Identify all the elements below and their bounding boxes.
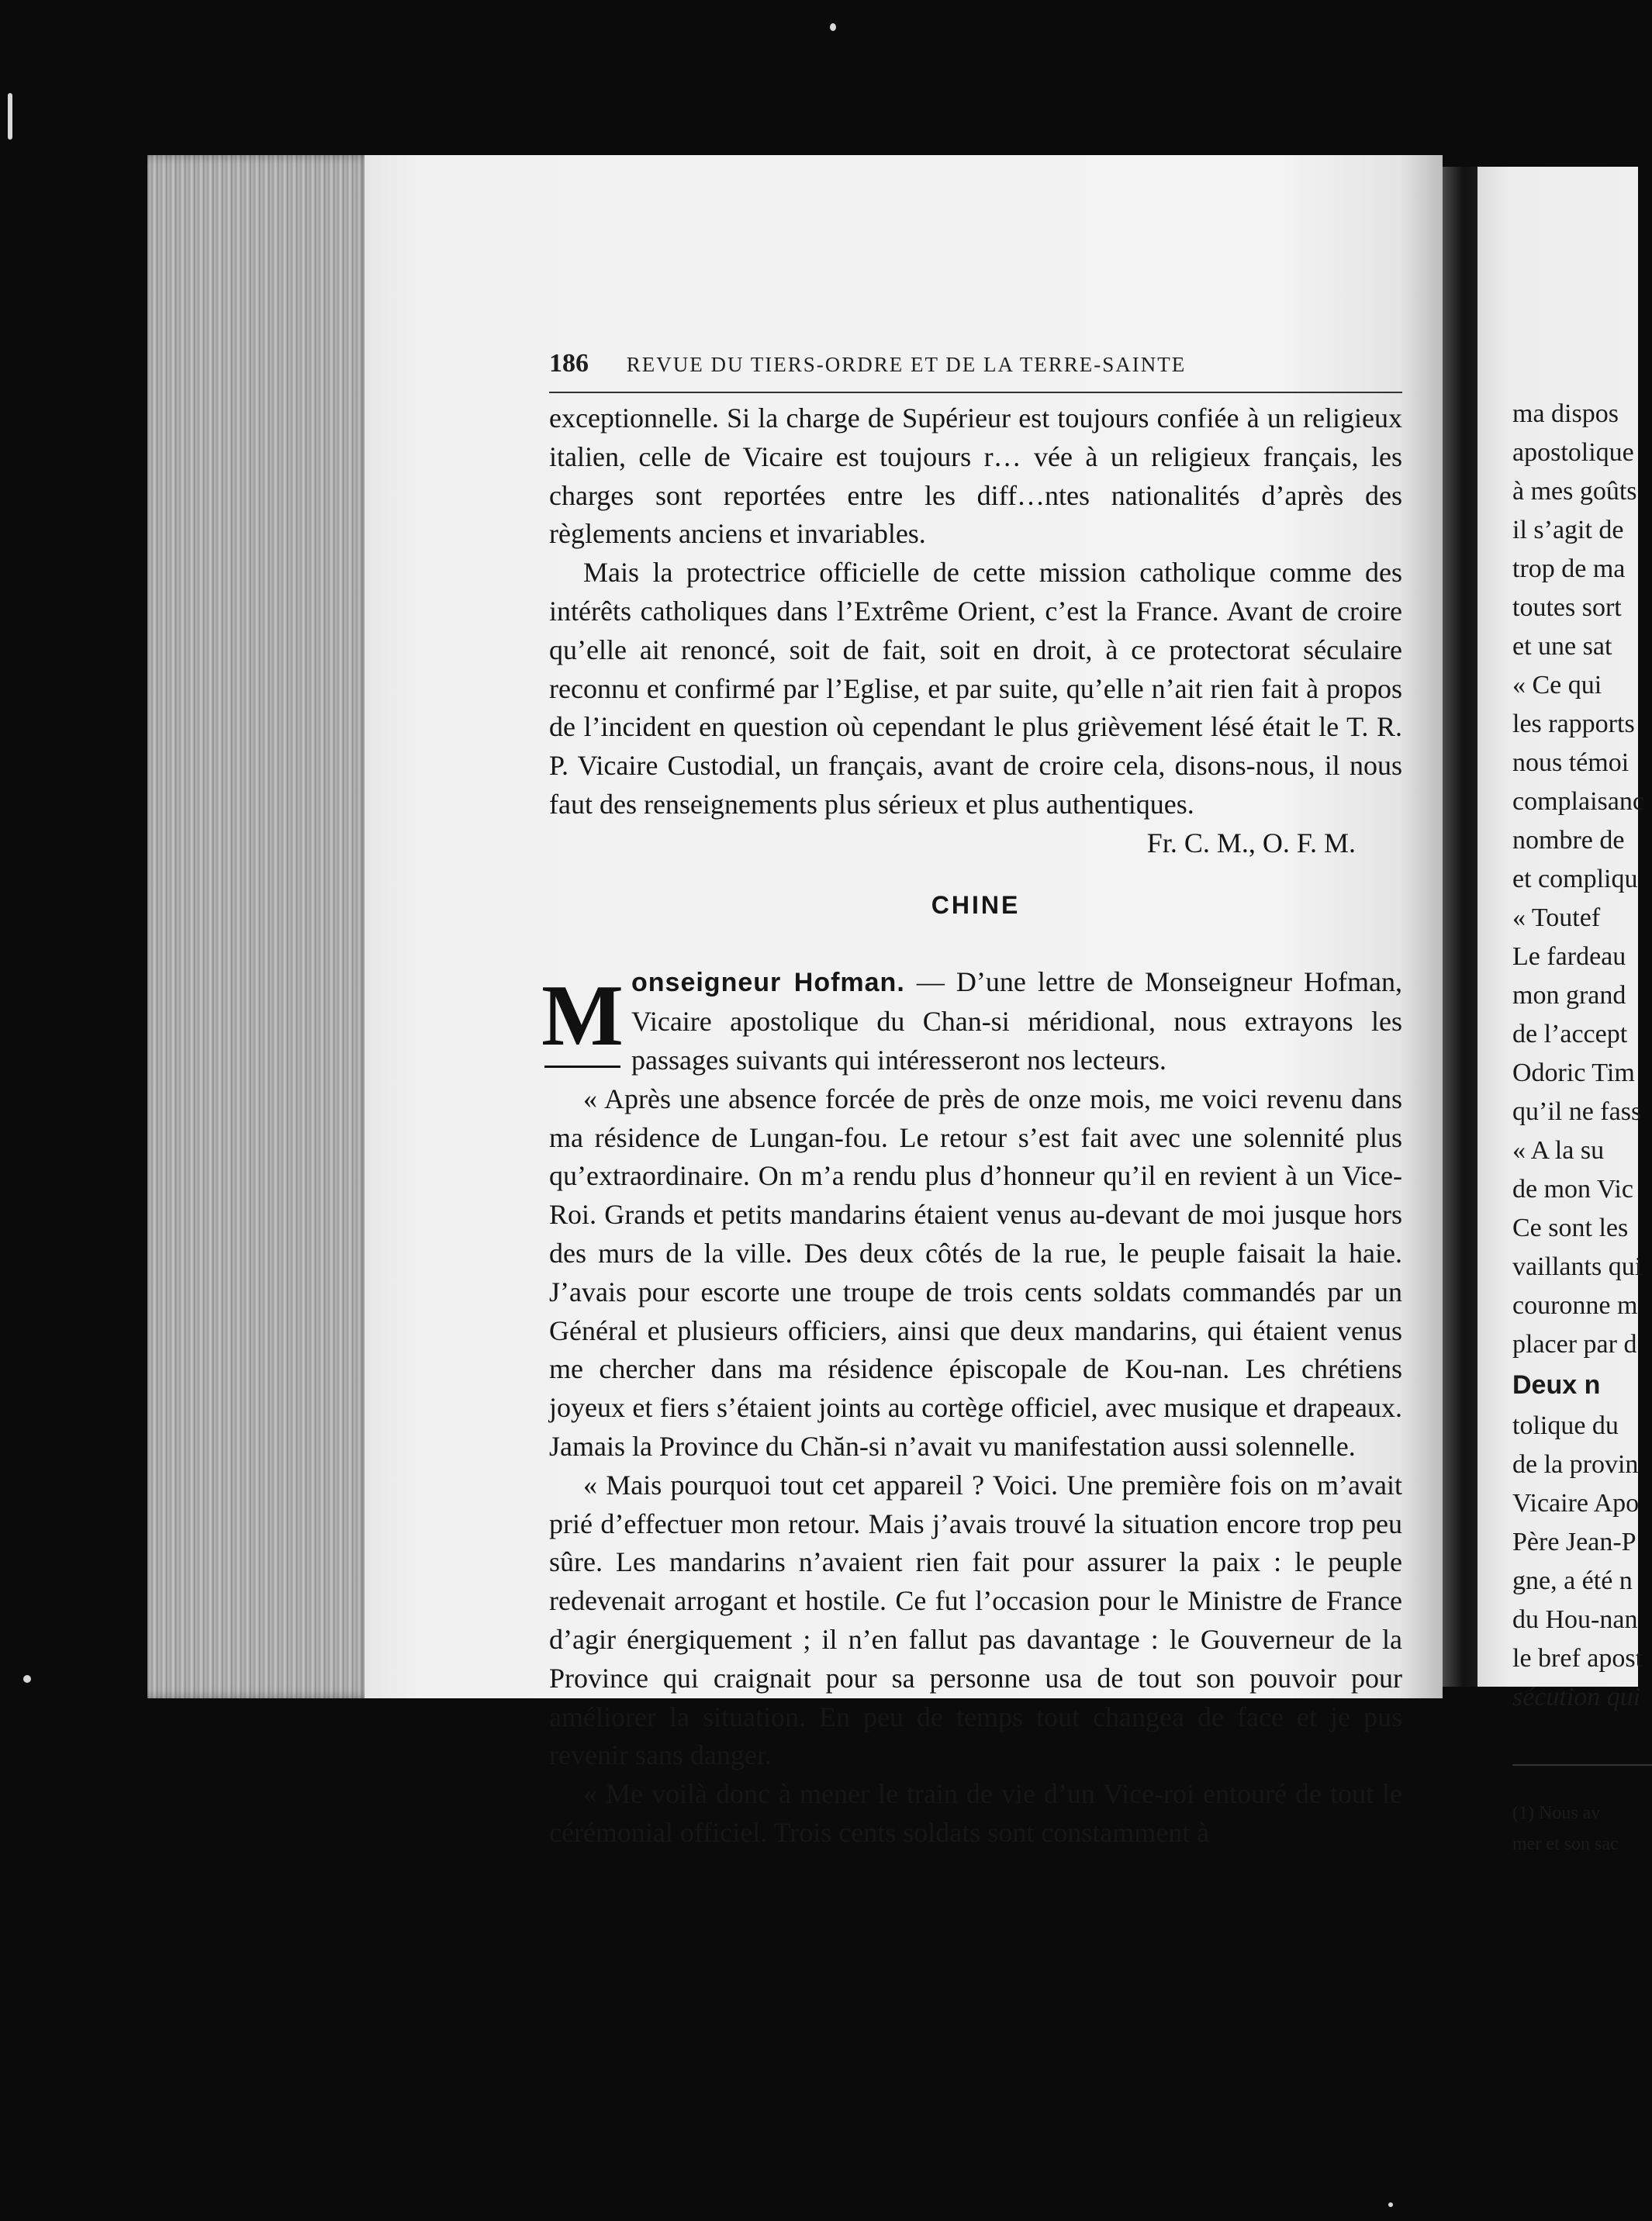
right-line: complaisanc [1512, 787, 1644, 816]
right-line: du Hou-nan [1512, 1605, 1638, 1634]
article-lead [541, 963, 1402, 1079]
right-line: toutes sort [1512, 593, 1622, 622]
right-line: sécution qui [1512, 1683, 1641, 1712]
right-line: les rapports [1512, 710, 1635, 738]
footnote-line: mer et son sac [1512, 1834, 1619, 1854]
running-title: REVUE DU TIERS-ORDRE ET DE LA TERRE-SAINTE [626, 353, 1187, 376]
dropcap-letter: M [544, 966, 620, 1068]
article-lead-text: — D’une lettre de Monseigneur Hofman, Vicaire apostolique du Chan-si méridional, nous extrayons les passages suivants qui intéresseront nos lecteurs. [631, 966, 1402, 1076]
right-line: « A la su [1512, 1136, 1605, 1165]
right-line: « Toutef [1512, 903, 1601, 932]
article-lead-name: onseigneur Hofman. [631, 968, 905, 998]
right-line: apostolique [1512, 438, 1634, 467]
right-line: placer par d [1512, 1330, 1637, 1359]
right-line: à mes goûts [1512, 477, 1637, 506]
letter-paragraph-why: « Mais pourquoi tout cet appareil ? Voici. Une première fois on m’avait prié d’effectuer mon retour. Mais j’avais trouvé la situation encore trop peu sûre. Les mandarins n’avaient rien fait pour assurer la paix : le peuple redevenait arrogant et hostile. Ce fut l’occasion pour le Ministre de France d’agir énergiquement ; il n’en fallut pas davantage : le Gouverneur de la Province qui craignait pour sa personne usa de tout son pouvoir pour améliorer la situation. En peu de temps tout changea de face et je pus revenir sans danger. [549, 1469, 1402, 1771]
book-gutter [1443, 167, 1477, 1687]
right-line: de l’accept [1512, 1020, 1628, 1048]
footnote-line: (1) Nous av [1512, 1803, 1601, 1823]
right-line: et compliqu [1512, 865, 1638, 893]
right-line: gne, a été n [1512, 1566, 1633, 1595]
right-line: de mon Vic [1512, 1175, 1633, 1204]
right-line: Vicaire Apo [1512, 1489, 1640, 1518]
right-line: trop de ma [1512, 554, 1626, 583]
film-speck [830, 23, 836, 31]
author-signature: Fr. C. M., O. F. M. [1146, 827, 1356, 858]
film-speck [1388, 2202, 1393, 2207]
right-line: Père Jean-P [1512, 1528, 1636, 1556]
right-line: Ce sont les [1512, 1214, 1629, 1242]
right-line: Le fardeau [1512, 942, 1626, 971]
right-line: mon grand [1512, 981, 1626, 1010]
right-line: et une sat [1512, 632, 1612, 661]
running-header [549, 349, 1402, 378]
left-page-body [541, 399, 1402, 1853]
letter-paragraph-viceroy: « Me voilà donc à mener le train de vie d’un Vice-roi entouré de tout le cérémonial officiel. Trois cents soldats sont constamment à [549, 1778, 1402, 1848]
right-line: nous témoi [1512, 748, 1630, 777]
right-line: couronne m [1512, 1291, 1638, 1320]
right-line: il s’agit de [1512, 516, 1624, 544]
right-line: « Ce qui [1512, 671, 1602, 699]
right-line: qu’il ne fass [1512, 1097, 1642, 1126]
right-line: vaillants qui [1512, 1252, 1643, 1281]
right-line: Odoric Tim [1512, 1059, 1635, 1087]
page-edges [147, 155, 372, 1698]
page-number: 186 [549, 349, 589, 378]
right-line-heading: Deux n [1512, 1370, 1601, 1400]
right-line: le bref apost [1512, 1644, 1643, 1673]
header-rule [549, 392, 1402, 393]
paragraph-protectorate: Mais la protectrice officielle de cette mission catholique comme des intérêts catholiques dans l’Extrême Orient, c’est la France. Avant de croire qu’elle ait renoncé, soit de fait, soit en droit, à ce protectorat séculaire reconnu et confirmé par l’Eglise, et par suite, qu’elle n’ait rien fait à propos de l’incident en question où cependant le plus grièvement lésé était le T. R. P. Vicaire Custodial, un français, avant de croire cela, disons-nous, il nous faut des renseignements plus sérieux et plus authentiques. [549, 557, 1402, 820]
section-title: CHINE [931, 890, 1021, 919]
right-line: de la provin [1512, 1450, 1639, 1479]
right-line: ma dispos [1512, 399, 1619, 428]
film-scratch [8, 93, 12, 140]
footnote-rule [1512, 1764, 1652, 1766]
paragraph-continued: exceptionnelle. Si la charge de Supérieur est toujours confiée à un religieux italien, celle de Vicaire est toujours r… vée à un religieux français, les charges sont reportées entre les diff…ntes nationalités d’après des règlements anciens et invariables. [549, 402, 1402, 550]
right-line: tolique du [1512, 1411, 1619, 1440]
film-speck [23, 1675, 31, 1683]
right-page [1477, 167, 1644, 1854]
right-line: nombre de [1512, 826, 1625, 855]
letter-paragraph-return: « Après une absence forcée de près de onze mois, me voici revenu dans ma résidence de Lungan-fou. Le retour s’est fait avec une solennité plus qu’extraordinaire. On m’a rendu plus d’honneur qu’il en revient à un Vice-Roi. Grands et petits mandarins étaient venus au-devant de moi jusque hors des murs de la ville. Des deux côtés de la rue, le peuple faisait la haie. J’avais pour escorte une troupe de trois cents soldats commandés par un Général et plusieurs officiers, ainsi que deux mandarins, qui étaient venus me chercher dans ma résidence épiscopale de Kou-nan. Les chrétiens joyeux et fiers s’étaient joints au cortège officiel, avec musique et drapeaux. Jamais la Province du Chăn-si n’avait vu manifestation aussi solennelle. [549, 1083, 1402, 1462]
